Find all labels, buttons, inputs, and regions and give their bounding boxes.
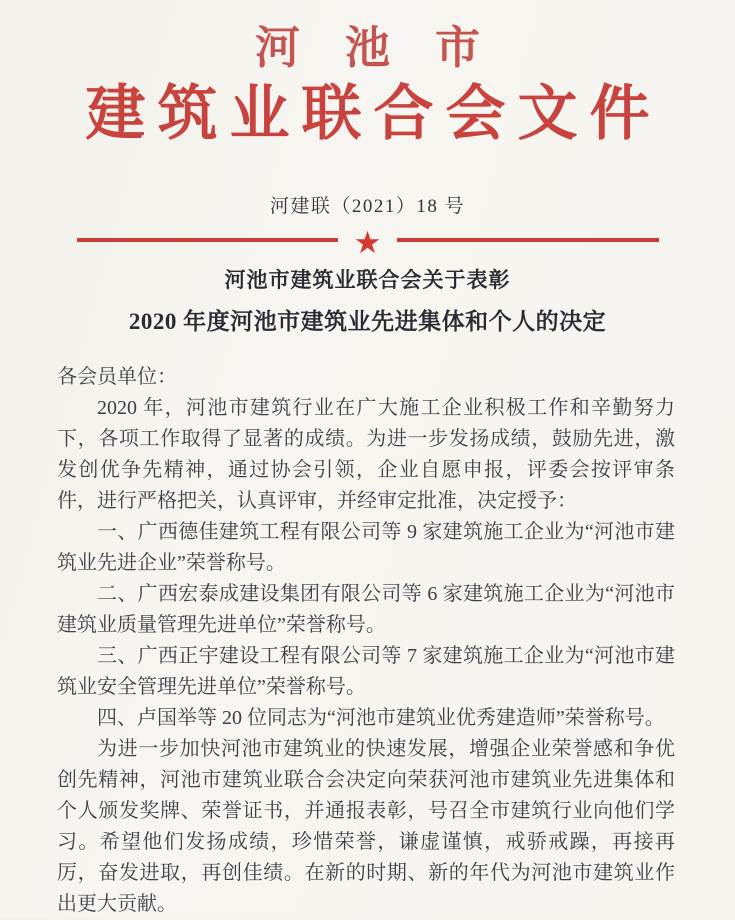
document-title-line-2: 2020 年度河池市建筑业先进集体和个人的决定 [128,308,607,334]
salutation: 各会员单位： [57,365,177,388]
document-body [57,362,675,920]
paragraph-item-4: 四、卢国举等 20 位同志为“河池市建筑业优秀建造师”荣誉称号。 [97,706,665,729]
issuing-city-name: 河池市 [254,23,525,73]
issuing-org-banner: 建筑业联合会文件 [85,80,662,147]
paragraph-intro: 2020 年，河池市建筑行业在广大施工企业积极工作和辛勤努力下，各项工作取得了显著的成绩。为进一步发扬成绩，鼓励先进，激发创优争先精神，通过协会引领，企业自愿申报，评委会按评审条件，进行严格把关，认真评审，并经审定批准，决定授予： [57,396,675,512]
paragraph-item-3: 三、广西正宇建设工程有限公司等 7 家建筑施工企业为“河池市建筑业安全管理先进单位”荣誉称号。 [57,644,675,698]
divider-line-left [77,238,338,242]
red-star-divider: ★ [77,238,659,242]
document-reference-number: 河建联（2021）18 号 [269,195,466,217]
paragraph-closing: 为进一步加快河池市建筑业的快速发展，增强企业荣誉感和争优创先精神，河池市建筑业联合会决定向荣获河池市建筑业先进集体和个人颁发奖牌、荣誉证书，并通报表彰，号召全市建筑行业向他们学习。希望他们发扬成绩，珍惜荣誉，谦虚谨慎，戒骄戒躁，再接再厉，奋发进取，再创佳绩。在新的时期、新的年代为河池市建筑业作出更大贡献。 [57,737,675,915]
document-letterhead [0,0,735,261]
divider-line-right [397,238,658,242]
paragraph-item-2: 二、广西宏泰成建设集团有限公司等 6 家建筑施工企业为“河池市建筑业质量管理先进单位”荣誉称号。 [57,582,675,636]
document-content [0,264,735,920]
paragraph-item-1: 一、广西德佳建筑工程有限公司等 9 家建筑施工企业为“河池市建筑业先进企业”荣誉称号。 [57,520,675,574]
document-title-line-1: 河池市建筑业联合会关于表彰 [224,267,511,292]
